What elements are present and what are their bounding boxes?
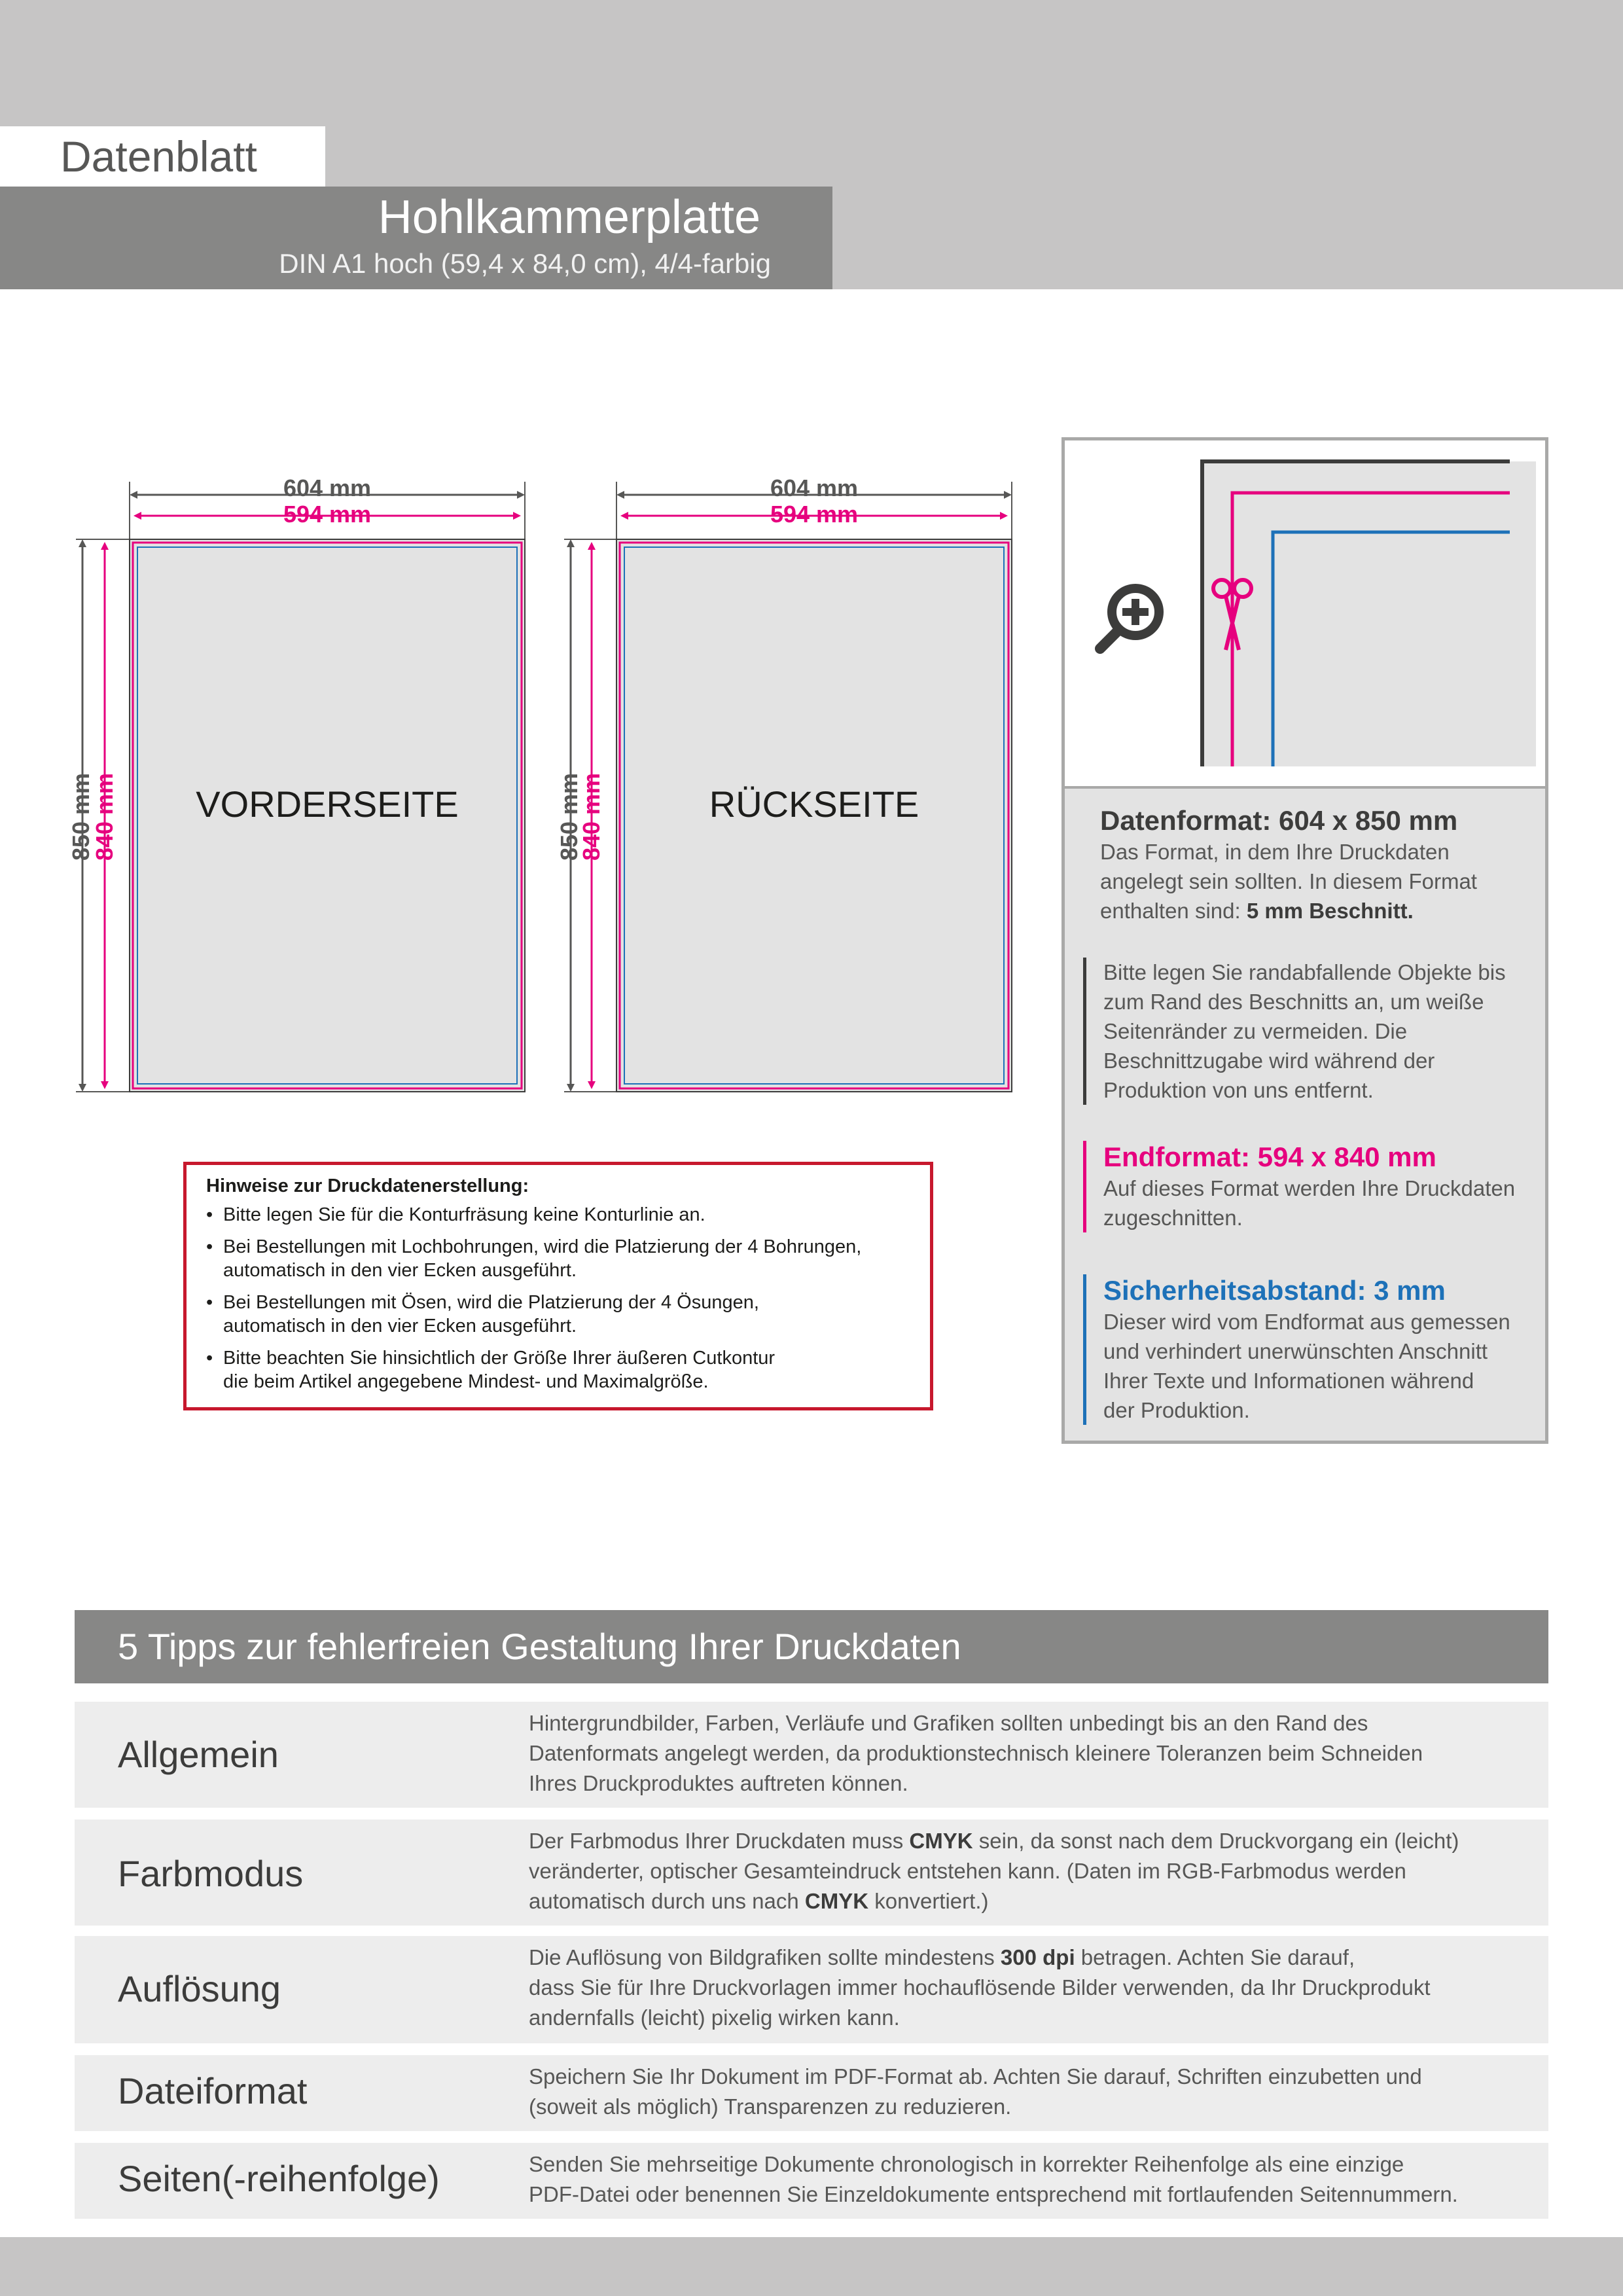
zoom-icon xyxy=(1100,588,1159,649)
tips-heading: 5 Tipps zur fehlerfreien Gestaltung Ihrer Druckdaten xyxy=(75,1610,1548,1683)
datenformat-line-1: Das Format, in dem Ihre Druckdaten xyxy=(1100,840,1450,864)
front-inner-width: 594 mm xyxy=(283,501,372,528)
datenformat-block xyxy=(1100,804,1545,925)
beschnitt-value: 5 mm Beschnitt. xyxy=(1246,899,1414,923)
product-subtitle: DIN A1 hoch (59,4 x 84,0 cm), 4/4-farbig xyxy=(279,248,771,279)
tip-text: Der Farbmodus Ihrer Druckdaten muss CMYK sein, da sonst nach dem Druckvorgang ein (leicht) veränderter, optischer Gesamteindruck entstehen kann. (Daten im RGB-Farbmodus werden automatisch durch uns nach CMYK konvertiert.) xyxy=(529,1829,1459,1913)
sicherheit-line: und verhindert unerwünschten Anschnitt xyxy=(1103,1339,1488,1363)
format-diagram xyxy=(0,458,1047,1113)
endformat-block xyxy=(1083,1141,1528,1232)
sicherheit-heading: Sicherheitsabstand: 3 mm xyxy=(1103,1275,1446,1306)
document-label: Datenblatt xyxy=(0,126,325,187)
tip-row-seiten xyxy=(75,2143,1548,2219)
sicherheit-line: der Produktion. xyxy=(1103,1398,1250,1422)
front-inner-height: 840 mm xyxy=(91,772,118,861)
sicherheit-line: Dieser wird vom Endformat aus gemessen xyxy=(1103,1310,1510,1334)
front-outer-height: 850 mm xyxy=(67,772,94,861)
tip-title: Allgemein xyxy=(118,1734,279,1775)
tip-text: Speichern Sie Ihr Dokument im PDF-Format ab. Achten Sie darauf, Schriften einzubetten und (soweit als möglich) Transparenzen zu reduzieren. xyxy=(529,2064,1422,2119)
endformat-heading: Endformat: 594 x 840 mm xyxy=(1103,1141,1436,1172)
front-outer-width: 604 mm xyxy=(283,475,372,501)
tip-row-allgemein xyxy=(75,1702,1548,1808)
tip-title: Dateiformat xyxy=(118,2070,308,2111)
back-inner-height: 840 mm xyxy=(578,772,605,861)
tip-title: Farbmodus xyxy=(118,1853,304,1894)
tip-row-aufloesung xyxy=(75,1936,1548,2043)
format-info-panel xyxy=(1061,437,1548,1444)
beschnitt-line: Bitte legen Sie randabfallende Objekte bis xyxy=(1103,960,1506,984)
back-outer-height: 850 mm xyxy=(556,772,582,861)
sicherheit-block xyxy=(1083,1274,1528,1425)
back-label: RÜCKSEITE xyxy=(709,783,919,825)
tip-text: Senden Sie mehrseitige Dokumente chronologisch in korrekter Reihenfolge als eine einzige PDF-Datei oder benennen Sie Einzeldokumente entsprechend mit fortlaufenden Seitennummern. xyxy=(529,2152,1458,2206)
notes-item: • Bitte beachten Sie hinsichtlich der Größe Ihrer äußeren Cutkontur die beim Artikel angegebene Mindest- und Maximalgröße. xyxy=(206,1346,910,1393)
footer-band xyxy=(0,2237,1623,2296)
zoom-detail xyxy=(1065,440,1545,789)
zoom-detail-graphic xyxy=(1065,440,1545,786)
datenformat-line-3: enthalten sind: 5 mm Beschnitt. xyxy=(1100,899,1414,923)
tip-text: Hintergrundbilder, Farben, Verläufe und Grafiken sollten unbedingt bis an den Rand des Datenformats angelegt werden, da produktionstechnisch kleinere Toleranzen beim Schneiden Ihres Druckproduktes auftreten können. xyxy=(529,1711,1423,1795)
back-inner-width: 594 mm xyxy=(770,501,859,528)
tip-row-farbmodus xyxy=(75,1820,1548,1926)
title-box xyxy=(0,187,832,289)
beschnitt-line: Seitenränder zu vermeiden. Die xyxy=(1103,1019,1408,1043)
notes-item: • Bitte legen Sie für die Konturfräsung keine Konturlinie an. xyxy=(206,1203,910,1227)
print-notes-box xyxy=(183,1162,933,1410)
notes-heading: Hinweise zur Druckdatenerstellung: xyxy=(206,1175,529,1196)
datenformat-line-2: angelegt sein sollten. In diesem Format xyxy=(1100,869,1477,893)
tip-title: Seiten(-reihenfolge) xyxy=(118,2158,440,2199)
notes-item: • Bei Bestellungen mit Lochbohrungen, wird die Platzierung der 4 Bohrungen, automatisch in den vier Ecken ausgeführt. xyxy=(206,1235,910,1282)
notes-item: • Bei Bestellungen mit Ösen, wird die Platzierung der 4 Ösungen, automatisch in den vier Ecken ausgeführt. xyxy=(206,1291,910,1338)
tip-title: Auflösung xyxy=(118,1968,281,2009)
endformat-line: zugeschnitten. xyxy=(1103,1206,1243,1230)
beschnitt-line: Produktion von uns entfernt. xyxy=(1103,1078,1374,1102)
back-side-diagram xyxy=(556,475,1012,1092)
sicherheit-line: Ihrer Texte und Informationen während xyxy=(1103,1369,1474,1393)
front-label: VORDERSEITE xyxy=(196,783,459,825)
tip-text: Die Auflösung von Bildgrafiken sollte mindestens 300 dpi betragen. Achten Sie darauf, dass Sie für Ihre Druckvorlagen immer hochauflösende Bilder verwenden, da Ihr Druckprodukt andernfalls (leicht) pixelig wirken kann. xyxy=(529,1945,1431,2030)
front-side-diagram xyxy=(67,475,525,1092)
product-title: Hohlkammerplatte xyxy=(378,191,760,243)
beschnitt-block xyxy=(1083,958,1528,1105)
back-outer-width: 604 mm xyxy=(770,475,859,501)
beschnitt-line: zum Rand des Beschnitts an, um weiße xyxy=(1103,990,1484,1014)
datenformat-heading: Datenformat: 604 x 850 mm xyxy=(1100,805,1458,836)
tip-row-dateiformat xyxy=(75,2055,1548,2131)
beschnitt-line: Beschnittzugabe wird während der xyxy=(1103,1049,1435,1073)
notes-list xyxy=(206,1203,910,1393)
endformat-line: Auf dieses Format werden Ihre Druckdaten xyxy=(1103,1176,1516,1200)
